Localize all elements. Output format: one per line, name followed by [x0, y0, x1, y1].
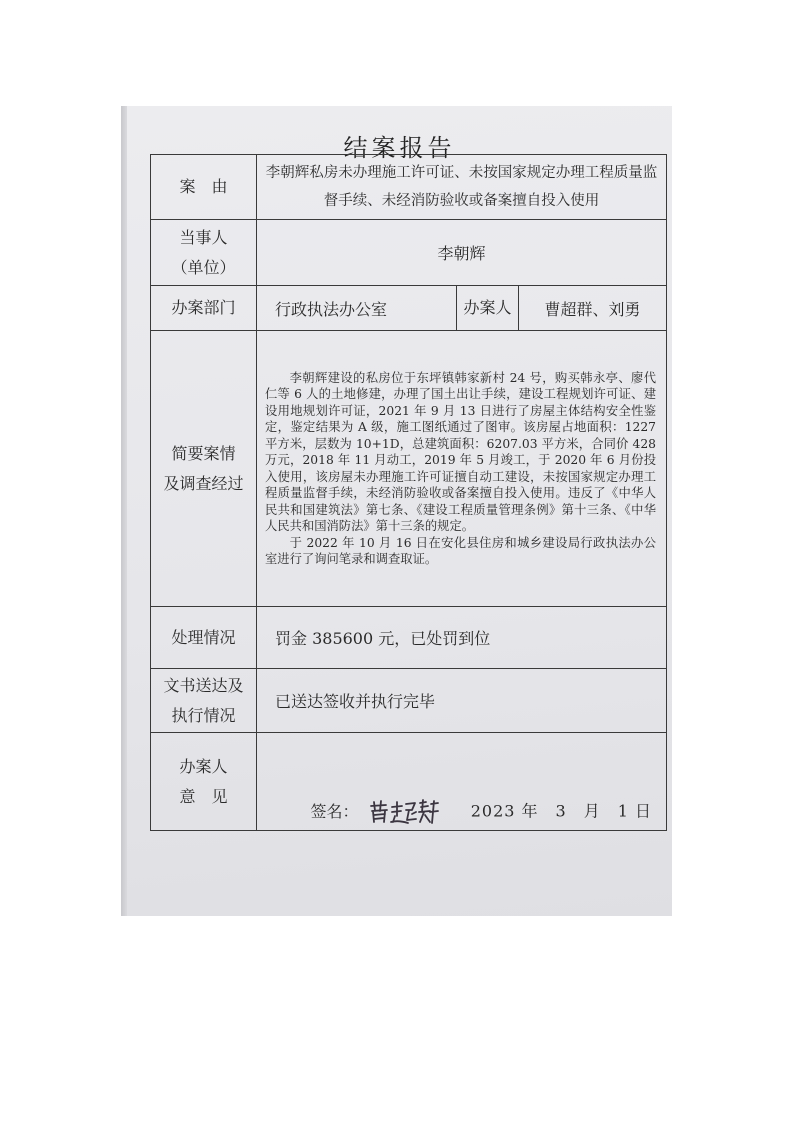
handwritten-signature — [368, 798, 440, 826]
row-party — [151, 220, 667, 286]
department-label: 办案部门 — [151, 286, 257, 331]
handling-label: 处理情况 — [151, 607, 257, 669]
opinion-label-line1: 办案人 — [179, 756, 228, 776]
handler-label: 办案人 — [457, 286, 519, 331]
brief-label — [151, 331, 257, 607]
brief-label-line1: 简要案情 — [171, 443, 236, 463]
row-cause — [151, 155, 667, 220]
department-value: 行政执法办公室 — [257, 286, 457, 331]
handler-value: 曹超群、刘勇 — [519, 286, 667, 331]
party-label — [151, 220, 257, 286]
row-opinion — [151, 733, 667, 831]
brief-value — [257, 331, 667, 607]
paper-sheet — [127, 106, 672, 916]
signature-date: 2023 年 3 月 1 日 — [470, 801, 652, 821]
handling-value: 罚金 385600 元，已处罚到位 — [257, 607, 667, 669]
party-value: 李朝辉 — [257, 220, 667, 286]
party-label-line1: 当事人 — [179, 227, 228, 247]
opinion-label-line2: 意 见 — [179, 786, 228, 806]
delivery-label-line2: 执行情况 — [171, 705, 236, 725]
row-department — [151, 286, 667, 331]
document-title: 结案报告 — [343, 134, 456, 162]
opinion-value — [257, 733, 667, 831]
cause-label: 案 由 — [151, 155, 257, 220]
row-handling — [151, 607, 667, 669]
delivery-label-line1: 文书送达及 — [163, 675, 244, 695]
row-delivery — [151, 669, 667, 733]
signature-line — [311, 798, 652, 826]
opinion-label — [151, 733, 257, 831]
brief-paragraph-1: 李朝辉建设的私房位于东坪镇韩家新村 24 号，购买韩永亭、廖代仁等 6 人的土地修建，办理了国土出让手续，建设工程规划许可证、建设用地规划许可证，2021 年 9 月 13 日进行了房屋主体结构安全性鉴定，鉴定结果为 A 级，施工图纸通过了图审。该房屋占地面积：1227 平方米，层数为 10+1D，总建筑面积：6207.03 平方米，合同价 428 万元，2018 年 11 月动工，2019 年 5 月竣工，于 2020 年 6 月份投入使用，该房屋未办理施工许可证擅自动工建设，未按国家规定办理工程质量监督手续，未经消防验收或备案擅自投入使用。违反了《中华人民共和国建筑法》第七条、《建设工程质量管理条例》第十三条、《中华人民共和国消防法》第十三条的规定。 — [265, 370, 656, 533]
brief-paragraph-2: 于 2022 年 10 月 16 日在安化县住房和城乡建设局行政执法办公室进行了询问笔录和调查取证。 — [265, 535, 656, 566]
delivery-value: 已送达签收并执行完毕 — [257, 669, 667, 733]
party-label-line2: （单位） — [171, 257, 236, 277]
delivery-label — [151, 669, 257, 733]
row-brief — [151, 331, 667, 607]
document-photo — [121, 106, 672, 916]
signature-label: 签名： — [310, 801, 359, 821]
cause-value: 李朝辉私房未办理施工许可证、未按国家规定办理工程质量监督手续、未经消防验收或备案擅自投入使用 — [257, 155, 667, 220]
case-closure-table — [150, 154, 667, 831]
brief-label-line2: 及调查经过 — [163, 473, 244, 493]
